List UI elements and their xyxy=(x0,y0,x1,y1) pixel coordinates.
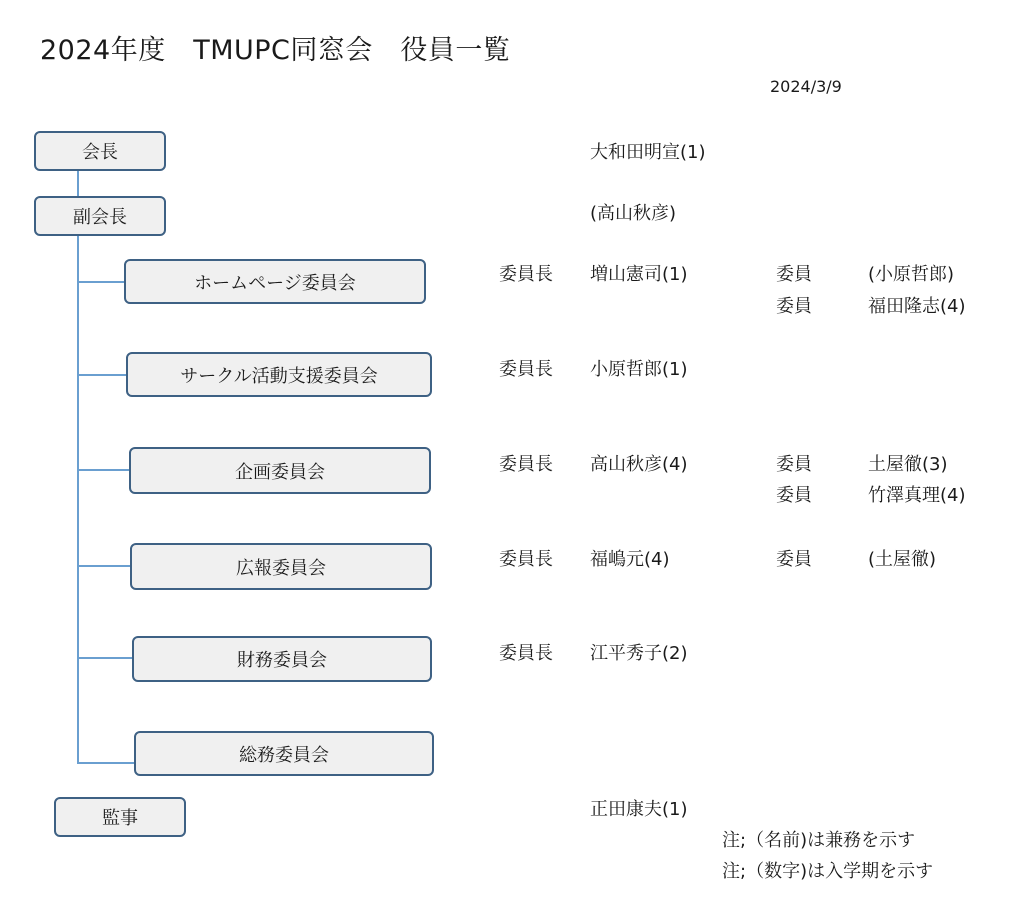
planning-member-1-name: 土屋徹(3) xyxy=(868,454,948,475)
pr-member-1-name: (土屋徹) xyxy=(868,549,937,570)
auditor-name: 正田康夫(1) xyxy=(590,799,688,820)
homepage-member-1-title: 委員 xyxy=(776,264,812,285)
note-concurrent-role: 注;（名前)は兼務を示す xyxy=(722,830,916,851)
box-committee-circle-support xyxy=(126,352,432,397)
box-committee-homepage xyxy=(124,259,426,304)
connector-finance xyxy=(77,657,133,659)
pr-chair-name: 福嶋元(4) xyxy=(590,549,670,570)
connector-president-vice xyxy=(77,170,79,198)
circle-support-chair-name: 小原哲郎(1) xyxy=(590,359,688,380)
box-committee-finance xyxy=(132,636,432,682)
box-committee-general-affairs xyxy=(134,731,434,776)
note-enrollment-period: 注;（数字)は入学期を示す xyxy=(722,861,934,882)
committee-planning-label: 企画委員会 xyxy=(235,461,325,483)
box-president-label: 会長 xyxy=(82,142,118,163)
homepage-chair-title: 委員長 xyxy=(499,264,553,285)
president-name: 大和田明宣(1) xyxy=(590,142,706,163)
committee-general-affairs-label: 総務委員会 xyxy=(239,744,329,766)
connector-homepage xyxy=(77,281,125,283)
connector-planning xyxy=(77,469,130,471)
planning-member-2-title: 委員 xyxy=(776,485,812,506)
pr-member-1-title: 委員 xyxy=(776,549,812,570)
pr-chair-title: 委員長 xyxy=(499,549,553,570)
committee-finance-label: 財務委員会 xyxy=(237,650,327,671)
connector-circle-support xyxy=(77,374,127,376)
document-date: 2024/3/9 xyxy=(770,77,842,96)
planning-chair-name: 高山秋彦(4) xyxy=(590,454,688,475)
planning-member-2-name: 竹澤真理(4) xyxy=(868,485,966,506)
box-president xyxy=(34,131,166,171)
box-committee-planning xyxy=(129,447,431,494)
page-title: 2024年度 TMUPC同窓会 役員一覧 xyxy=(40,35,511,66)
box-auditor-label: 監事 xyxy=(102,808,138,829)
box-vice-president-label: 副会長 xyxy=(73,207,127,228)
connector-pr xyxy=(77,565,131,567)
committee-pr-label: 広報委員会 xyxy=(236,557,326,579)
finance-chair-title: 委員長 xyxy=(499,643,553,664)
homepage-member-2-name: 福田隆志(4) xyxy=(868,296,966,317)
homepage-member-2-title: 委員 xyxy=(776,296,812,317)
vice-president-name: (高山秋彦) xyxy=(590,203,677,224)
planning-member-1-title: 委員 xyxy=(776,454,812,475)
homepage-member-1-name: (小原哲郎) xyxy=(868,264,955,285)
committee-circle-support-label: サークル活動支援委員会 xyxy=(180,365,378,387)
box-vice-president xyxy=(34,196,166,236)
connector-main-trunk xyxy=(77,234,79,764)
committee-homepage-label: ホームページ委員会 xyxy=(194,272,356,294)
homepage-chair-name: 増山憲司(1) xyxy=(590,264,688,285)
connector-general-affairs xyxy=(77,762,135,764)
finance-chair-name: 江平秀子(2) xyxy=(590,643,688,664)
box-committee-pr xyxy=(130,543,432,590)
circle-support-chair-title: 委員長 xyxy=(499,359,553,380)
box-auditor xyxy=(54,797,186,837)
planning-chair-title: 委員長 xyxy=(499,454,553,475)
